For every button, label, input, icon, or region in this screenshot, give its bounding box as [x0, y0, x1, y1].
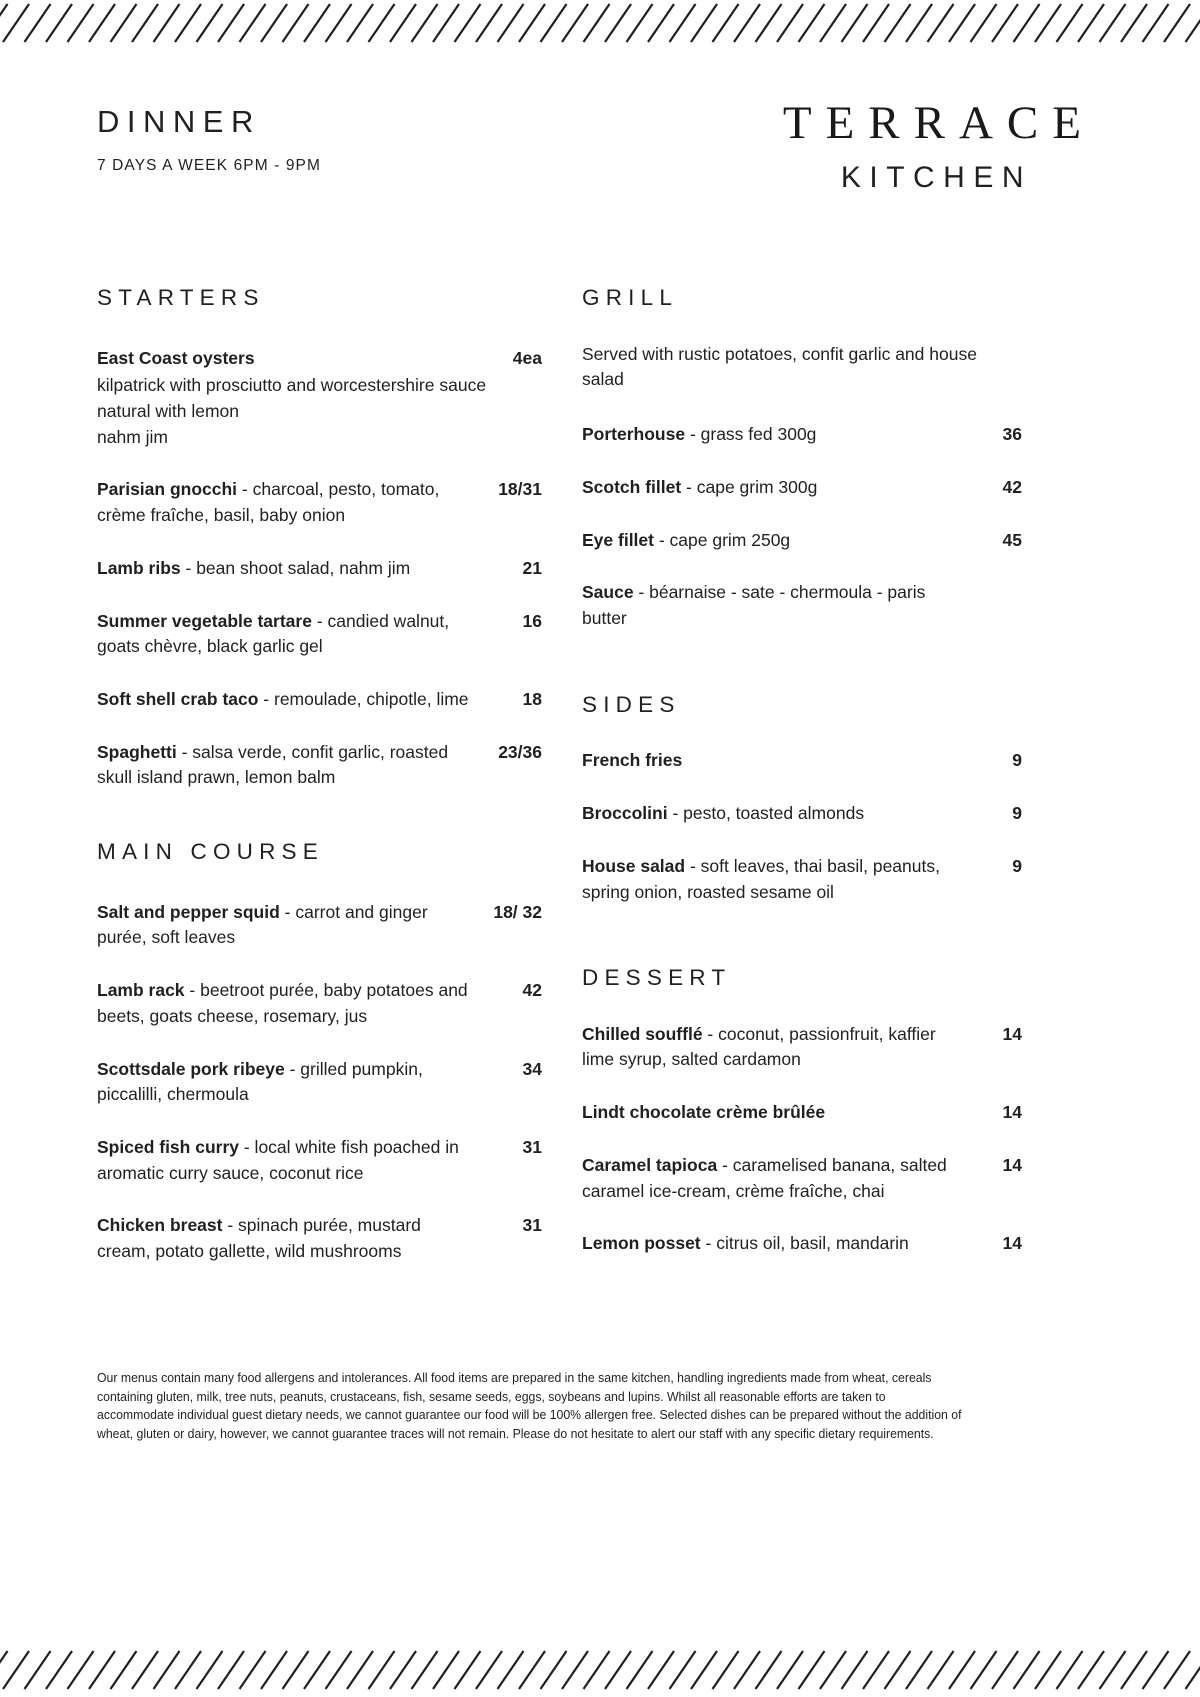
menu-item-text [97, 1057, 486, 1108]
menu-item [97, 1057, 542, 1108]
sides-items [582, 748, 1022, 905]
menu-item-price: 18/ 32 [493, 901, 542, 922]
menu-item-desc: - local white fish poached in aromatic curry sauce, coconut rice [97, 1136, 459, 1183]
subline: nahm jim [97, 426, 168, 447]
menu-item-name: Lemon posset [582, 1233, 701, 1254]
menu-item [582, 1231, 1022, 1257]
menu-item-text [582, 1100, 966, 1126]
menu-item-price: 42 [1002, 476, 1022, 497]
menu-item-price: 18 [522, 688, 542, 709]
menu-item-text [97, 900, 486, 951]
menu-item-desc: - spinach purée, mustard cream, potato gallette, wild mushrooms [97, 1215, 421, 1262]
grill-items [582, 422, 1022, 632]
menu-item-name: Sauce [582, 582, 634, 603]
menu-item-sublines [97, 373, 542, 450]
menu-item [97, 1213, 542, 1264]
menu-item-text [97, 1135, 486, 1186]
menu-item-price: 34 [522, 1058, 542, 1079]
section-title-sides: SIDES [582, 691, 681, 717]
menu-item-price: 31 [522, 1215, 542, 1236]
section-title-main-course: MAIN COURSE [97, 839, 324, 865]
menu-item-price: 9 [1012, 803, 1022, 824]
menu-item-desc: - soft leaves, thai basil, peanuts, spring onion, roasted sesame oil [582, 855, 940, 902]
menu-item [97, 978, 542, 1029]
menu-item-name: Lamb rack [97, 980, 185, 1001]
menu-item-text [582, 580, 966, 631]
menu-item-price: 16 [522, 610, 542, 631]
menu-item-name: Porterhouse [582, 424, 686, 445]
menu-item-text [97, 346, 486, 372]
menu-item [97, 609, 542, 660]
menu-item-name: Salt and pepper squid [97, 901, 280, 922]
menu-item [97, 346, 542, 451]
menu-item-text [582, 422, 966, 448]
subline: natural with lemon [97, 400, 240, 421]
menu-item-desc: - cape grim 300g [681, 476, 818, 497]
grill-serving-note: Served with rustic potatoes, confit garlic and house salad [582, 343, 977, 389]
section-dessert [582, 967, 1022, 1257]
menu-item-name: Scottsdale pork ribeye [97, 1058, 285, 1079]
menu-item-price: 9 [1012, 750, 1022, 771]
section-starters [97, 287, 542, 791]
top-slash-border [0, 0, 1200, 46]
brand-subtitle: KITCHEN [840, 161, 1033, 194]
menu-item-desc: - pesto, toasted almonds [667, 803, 865, 824]
menu-item-desc: - grilled pumpkin, piccalilli, chermoula [97, 1058, 423, 1105]
service-hours: 7 DAYS A WEEK 6PM - 9PM [97, 157, 321, 174]
menu-item-text [582, 528, 966, 554]
allergen-disclaimer: Our menus contain many food allergens and intolerances. All food items are prepared in the same kitchen, handling ingredients made from wheat, cereals containing gluten, milk, tree nuts, peanuts, crustaceans, fish, sesame seeds, eggs, soybeans and lupins. Whilst all reasonable efforts are taken to accommodate individual guest dietary needs, we cannot guarantee our food will be 100% allergen free. Selected dishes can be prepared without the addition of wheat, gluten or dairy, however, we cannot guarantee traces will not remain. Please do not hesitate to alert our staff with any specific dietary requirements. [97, 1370, 962, 1442]
menu-item-desc: - carrot and ginger purée, soft leaves [97, 901, 428, 948]
section-title-dessert: DESSERT [582, 965, 732, 991]
menu-item-name: East Coast oysters [97, 347, 255, 368]
menu-item-desc: - cape grim 250g [653, 529, 791, 550]
menu-item-price: 23/36 [498, 741, 542, 762]
menu-item-text [582, 475, 966, 501]
menu-item [582, 475, 1022, 501]
menu-item-name: Spiced fish curry [97, 1136, 239, 1157]
menu-item-price: 42 [522, 980, 542, 1001]
menu-item-desc: - citrus oil, basil, mandarin [700, 1233, 909, 1254]
menu-item [97, 1135, 542, 1186]
page-title: DINNER [97, 104, 261, 139]
menu-item-name: Chilled soufflé [582, 1023, 703, 1044]
section-sides [582, 691, 1022, 905]
menu-item-name: Lindt chocolate crème brûlée [582, 1102, 826, 1123]
menu-item-name: House salad [582, 855, 686, 876]
menu-item-price: 4ea [512, 347, 542, 368]
menu-item [97, 740, 542, 791]
section-title-grill: GRILL [582, 285, 679, 310]
menu-item-text [582, 801, 966, 827]
section-main-course [97, 841, 542, 1265]
menu-item-text [582, 748, 966, 774]
menu-item-price: 18/31 [498, 479, 542, 500]
menu-item-row [97, 346, 542, 372]
menu-item-price: 21 [522, 557, 542, 578]
menu-item-name: Soft shell crab taco [97, 688, 259, 709]
menu-item-text [97, 687, 486, 713]
menu-item [582, 422, 1022, 448]
header-left [97, 100, 321, 175]
menu-item-text [97, 609, 486, 660]
menu-item-price: 14 [1002, 1102, 1022, 1123]
menu-item [582, 528, 1022, 554]
menu-item-name: Parisian gnocchi [97, 479, 238, 500]
menu-item-name: French fries [582, 750, 683, 771]
menu-item-name: Broccolini [582, 803, 668, 824]
menu-item-text [582, 854, 966, 905]
menu-item-desc: - coconut, passionfruit, kaffier lime syrup, salted cardamon [582, 1023, 936, 1070]
menu-item-desc: - beetroot purée, baby potatoes and beets, goats cheese, rosemary, jus [97, 980, 468, 1026]
menu-item [582, 1022, 1022, 1073]
menu-item-name: Scotch fillet [582, 476, 682, 497]
menu-item-text [582, 1231, 966, 1257]
menu-item-name: Caramel tapioca [582, 1154, 718, 1175]
menu-item-desc: - salsa verde, confit garlic, roasted skull island prawn, lemon balm [97, 741, 449, 788]
brand-name: TERRACE [782, 97, 1095, 149]
menu-item-text [582, 1022, 966, 1073]
menu-item-desc: - bean shoot salad, nahm jim [180, 557, 411, 578]
menu-item-desc: - grass fed 300g [685, 424, 817, 445]
menu-item-text [97, 556, 486, 582]
menu-item-desc: - charcoal, pesto, tomato, crème fraîche, basil, baby onion [97, 479, 440, 526]
menu-item [582, 748, 1022, 774]
menu-item-text [97, 477, 486, 528]
menu-item-price: 14 [1002, 1154, 1022, 1175]
main-course-items [97, 900, 542, 1265]
right-column [582, 287, 1022, 1265]
menu-item [582, 1153, 1022, 1204]
section-grill [582, 287, 1022, 632]
menu-item-price: 36 [1002, 424, 1022, 445]
menu-item-price: 31 [522, 1136, 542, 1157]
menu-item-desc: - remoulade, chipotle, lime [258, 688, 469, 709]
menu-item-text [97, 1213, 486, 1264]
menu-item-name: Summer vegetable tartare [97, 610, 312, 631]
menu-item [582, 580, 1022, 631]
menu-item-price: 9 [1012, 855, 1022, 876]
menu-item-price: 45 [1002, 529, 1022, 550]
menu-item [582, 801, 1022, 827]
menu-item-name: Chicken breast [97, 1215, 223, 1236]
menu-item [97, 477, 542, 528]
menu-item-name: Lamb ribs [97, 557, 181, 578]
dessert-items [582, 1022, 1022, 1257]
left-column [97, 287, 542, 1265]
menu-item-price: 14 [1002, 1233, 1022, 1254]
menu-item-text [97, 978, 486, 1029]
menu-item-price: 14 [1002, 1023, 1022, 1044]
menu-item-desc: - béarnaise - sate - chermoula - paris butter [582, 582, 926, 629]
menu-item [582, 854, 1022, 905]
menu-header [97, 97, 1103, 194]
starters-items [97, 346, 542, 792]
menu-item-name: Eye fillet [582, 529, 654, 550]
menu-item-desc: - caramelised banana, salted caramel ice-cream, crème fraîche, chai [582, 1154, 947, 1201]
menu-columns [97, 287, 1103, 1265]
menu-item [582, 1100, 1022, 1126]
menu-item [97, 556, 542, 582]
section-title-starters: STARTERS [97, 285, 265, 310]
menu-item-text [582, 1153, 966, 1204]
menu-item-text [97, 740, 486, 791]
menu-item [97, 687, 542, 713]
menu-item-name: Spaghetti [97, 741, 177, 762]
bottom-slash-border [0, 1647, 1200, 1693]
menu-item [97, 900, 542, 951]
brand-logo [769, 97, 1103, 194]
subline: kilpatrick with prosciutto and worcestershire sauce [97, 375, 487, 396]
menu-item-desc: - candied walnut, goats chèvre, black garlic gel [97, 610, 450, 657]
